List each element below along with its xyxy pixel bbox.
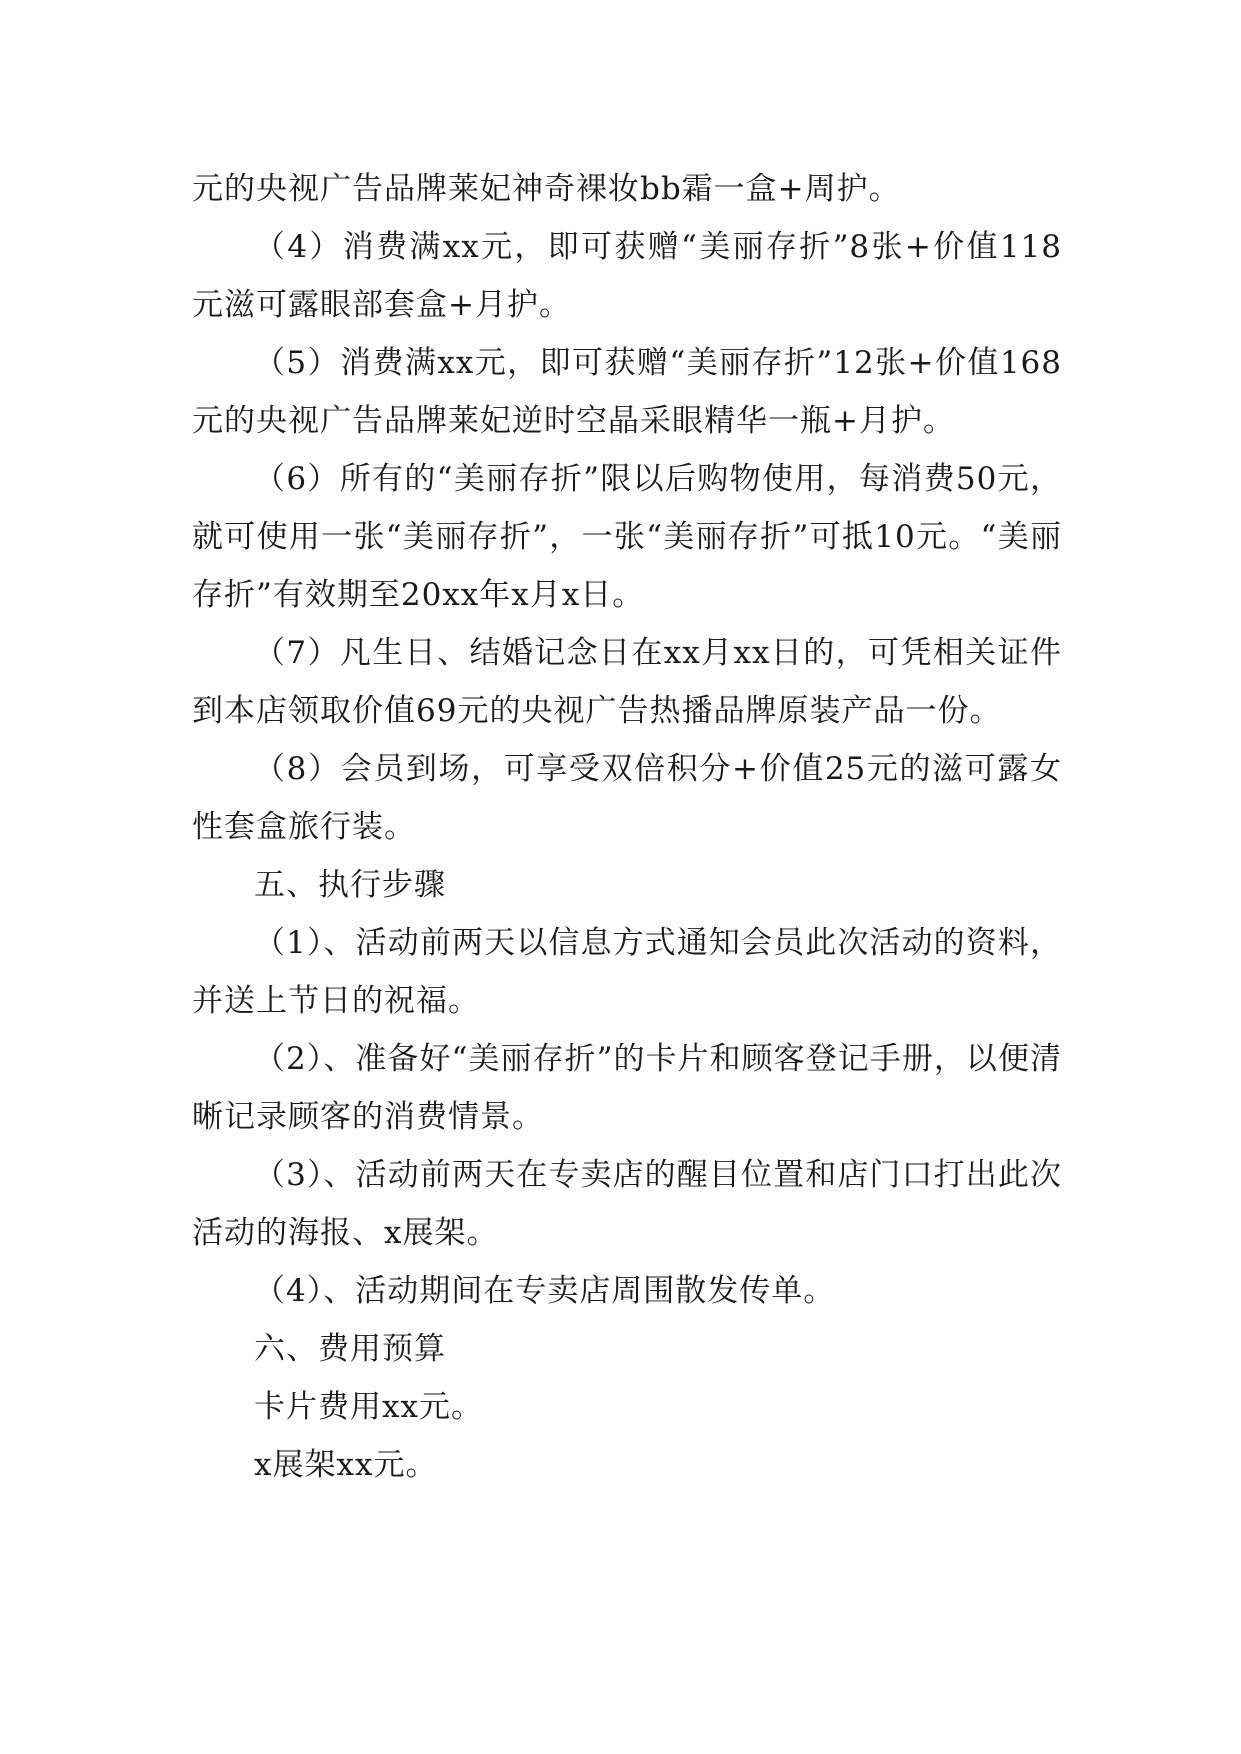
paragraph-10: （3）、活动前两天在专卖店的醒目位置和店门口打出此次活动的海报、x展架。 bbox=[192, 1157, 1062, 1251]
paragraph-9: （2）、准备好“美丽存折”的卡片和顾客登记手册，以便清晰记录顾客的消费情景。 bbox=[192, 1041, 1062, 1135]
paragraph-6: （8）会员到场，可享受双倍积分+价值25元的滋可露女性套盒旅行装。 bbox=[192, 751, 1062, 845]
section-heading-execution-steps: 五、执行步骤 bbox=[254, 867, 446, 903]
paragraph-8: （1）、活动前两天以信息方式通知会员此次活动的资料，并送上节日的祝福。 bbox=[192, 925, 1062, 1019]
paragraph-1: 元的央视广告品牌莱妃神奇裸妆bb霜一盒+周护。 bbox=[192, 171, 901, 207]
paragraph-2: （4）消费满xx元，即可获赠“美丽存折”8张+价值118元滋可露眼部套盒+月护。 bbox=[192, 229, 1062, 323]
paragraph-3: （5）消费满xx元，即可获赠“美丽存折”12张+价值168元的央视广告品牌莱妃逆时空晶采眼精华一瓶+月护。 bbox=[192, 345, 1062, 439]
document-body bbox=[192, 160, 1062, 1494]
section-heading-budget: 六、费用预算 bbox=[254, 1331, 446, 1367]
paragraph-11: （4）、活动期间在专卖店周围散发传单。 bbox=[254, 1273, 836, 1309]
paragraph-13: 卡片费用xx元。 bbox=[254, 1389, 483, 1425]
paragraph-14: x展架xx元。 bbox=[254, 1447, 438, 1483]
paragraph-5: （7）凡生日、结婚记念日在xx月xx日的，可凭相关证件到本店领取价值69元的央视广告热播品牌原装产品一份。 bbox=[192, 635, 1062, 729]
paragraph-4: （6）所有的“美丽存折”限以后购物使用，每消费50元，就可使用一张“美丽存折”，一张“美丽存折”可抵10元。“美丽存折”有效期至20xx年x月x日。 bbox=[192, 461, 1062, 613]
